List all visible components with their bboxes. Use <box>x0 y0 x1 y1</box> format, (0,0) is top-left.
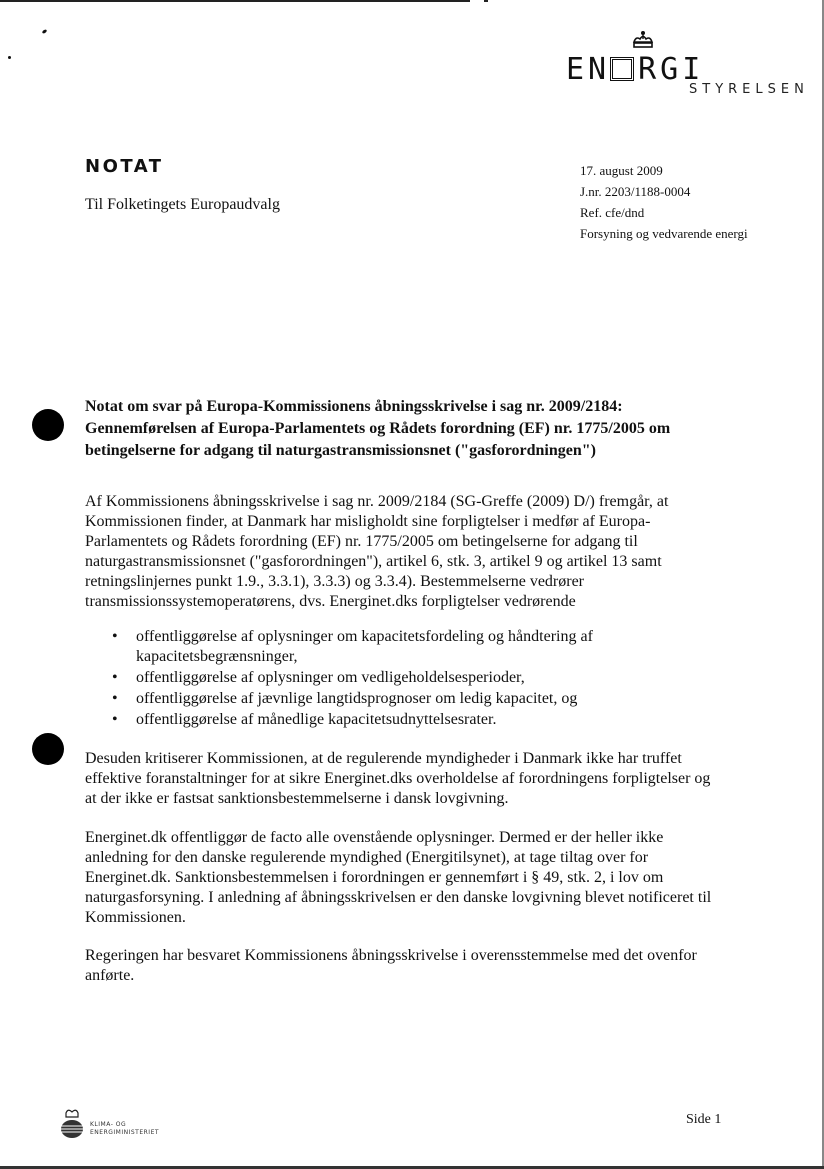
bullet-list <box>112 627 732 731</box>
bullet-text: offentliggørelse af oplysninger om kapacitetsfordeling og håndtering af kapacitetsbegrænsninger, <box>136 628 593 665</box>
paragraph-1: Af Kommissionens åbningsskrivelse i sag nr. 2009/2184 (SG-Greffe (2009) D/) fremgår, at Kommissionen finder, at Danmark har misligholdt sine forpligtelser i medfør af Europa-Parlamentets og Rådets forordning (EF) nr. 1775/2005 om betingelserne for adgang til naturgastransmissionsnet ("gasforordningen"), artikel 6, stk. 3, artikel 9 og artikel 13 samt retningslinjernes punkt 1.9., 3.3.1), 3.3.3) og 3.3.4). Bestemmelserne vedrører transmissionssystemoperatørens, dvs. Energinet.dks forpligtelser vedrørende <box>85 493 669 610</box>
ministry-name-line2: ENERGIMINISTERIET <box>90 1129 160 1136</box>
bullet-item <box>112 627 732 667</box>
document-title: Notat om svar på Europa-Kommissionens åbningsskrivelse i sag nr. 2009/2184: Gennemførelsen af Europa-Parlamentets og Rådets forordning (EF) nr. 1775/2005 om betingelserne for adgang til naturgastransmissionsnet ("gasforordningen") <box>85 398 671 459</box>
paragraph-3: Energinet.dk offentliggør de facto alle ovenstående oplysninger. Dermed er der heller ikke anledning for den danske regulerende myndighed (Energitilsynet), at tage tiltag over for Energinet.dk. Sanktionsbestemmelsen i forordningen er gennemført i § 49, stk. 2, i lov om naturgasforsyning. I anledning af åbningsskrivelsen er den danske lovgivning blevet notificeret til Kommissionen. <box>85 829 712 926</box>
bullet-item <box>112 710 732 730</box>
ministry-name-line1: KLIMA- OG <box>90 1121 127 1128</box>
document-type: NOTAT <box>85 156 164 177</box>
reference: Ref. cfe/dnd <box>580 205 645 220</box>
logo-wordmark-right: RGI <box>638 52 705 87</box>
page-number: Side 1 <box>686 1112 722 1127</box>
bullet-marker: • <box>112 669 118 686</box>
energistyrelsen-logo <box>566 30 809 100</box>
bullet-item <box>112 689 732 709</box>
punch-hole <box>32 409 64 441</box>
ministry-name <box>90 1121 159 1137</box>
bullet-text: offentliggørelse af oplysninger om vedligeholdelsesperioder, <box>136 669 525 686</box>
scan-edge-top <box>0 0 470 2</box>
bullet-marker: • <box>112 711 118 728</box>
scan-edge-top-mark <box>484 0 488 2</box>
bullet-item <box>112 668 732 688</box>
paragraph-2: Desuden kritiserer Kommissionen, at de regulerende myndigheder i Danmark ikke har truffet effektive foranstaltninger for at sikre Energinet.dks overholdelse af forordningens forpligtelser og at der ikke er fastsat sanktionsbestemmelserne i dansk lovgivning. <box>85 750 711 807</box>
bullet-text: offentliggørelse af månedlige kapacitetsudnyttelsesrater. <box>136 711 497 728</box>
department: Forsyning og vedvarende energi <box>580 226 748 241</box>
scan-speck <box>8 56 11 59</box>
logo-wordmark <box>566 52 704 87</box>
journal-number: J.nr. 2203/1188-0004 <box>580 184 691 199</box>
logo-subtitle: STYRELSEN <box>689 82 809 97</box>
document-meta <box>580 160 748 244</box>
paragraph-4: Regeringen har besvaret Kommissionens åbningsskrivelse i overensstemmelse med det ovenfor anførte. <box>85 947 697 984</box>
ministry-crest-icon <box>58 1107 86 1145</box>
bullet-marker: • <box>112 690 118 707</box>
document-date: 17. august 2009 <box>580 163 663 178</box>
punch-hole <box>32 733 64 765</box>
bullet-text: offentliggørelse af jævnlige langtidsprognoser om ledig kapacitet, og <box>136 690 578 707</box>
logo-wordmark-left: EN <box>566 52 611 87</box>
logo-e-glyph <box>610 57 634 81</box>
recipient: Til Folketingets Europaudvalg <box>85 196 280 213</box>
scan-speck <box>42 29 48 34</box>
bullet-marker: • <box>112 628 118 645</box>
ministry-logo <box>58 1107 178 1147</box>
